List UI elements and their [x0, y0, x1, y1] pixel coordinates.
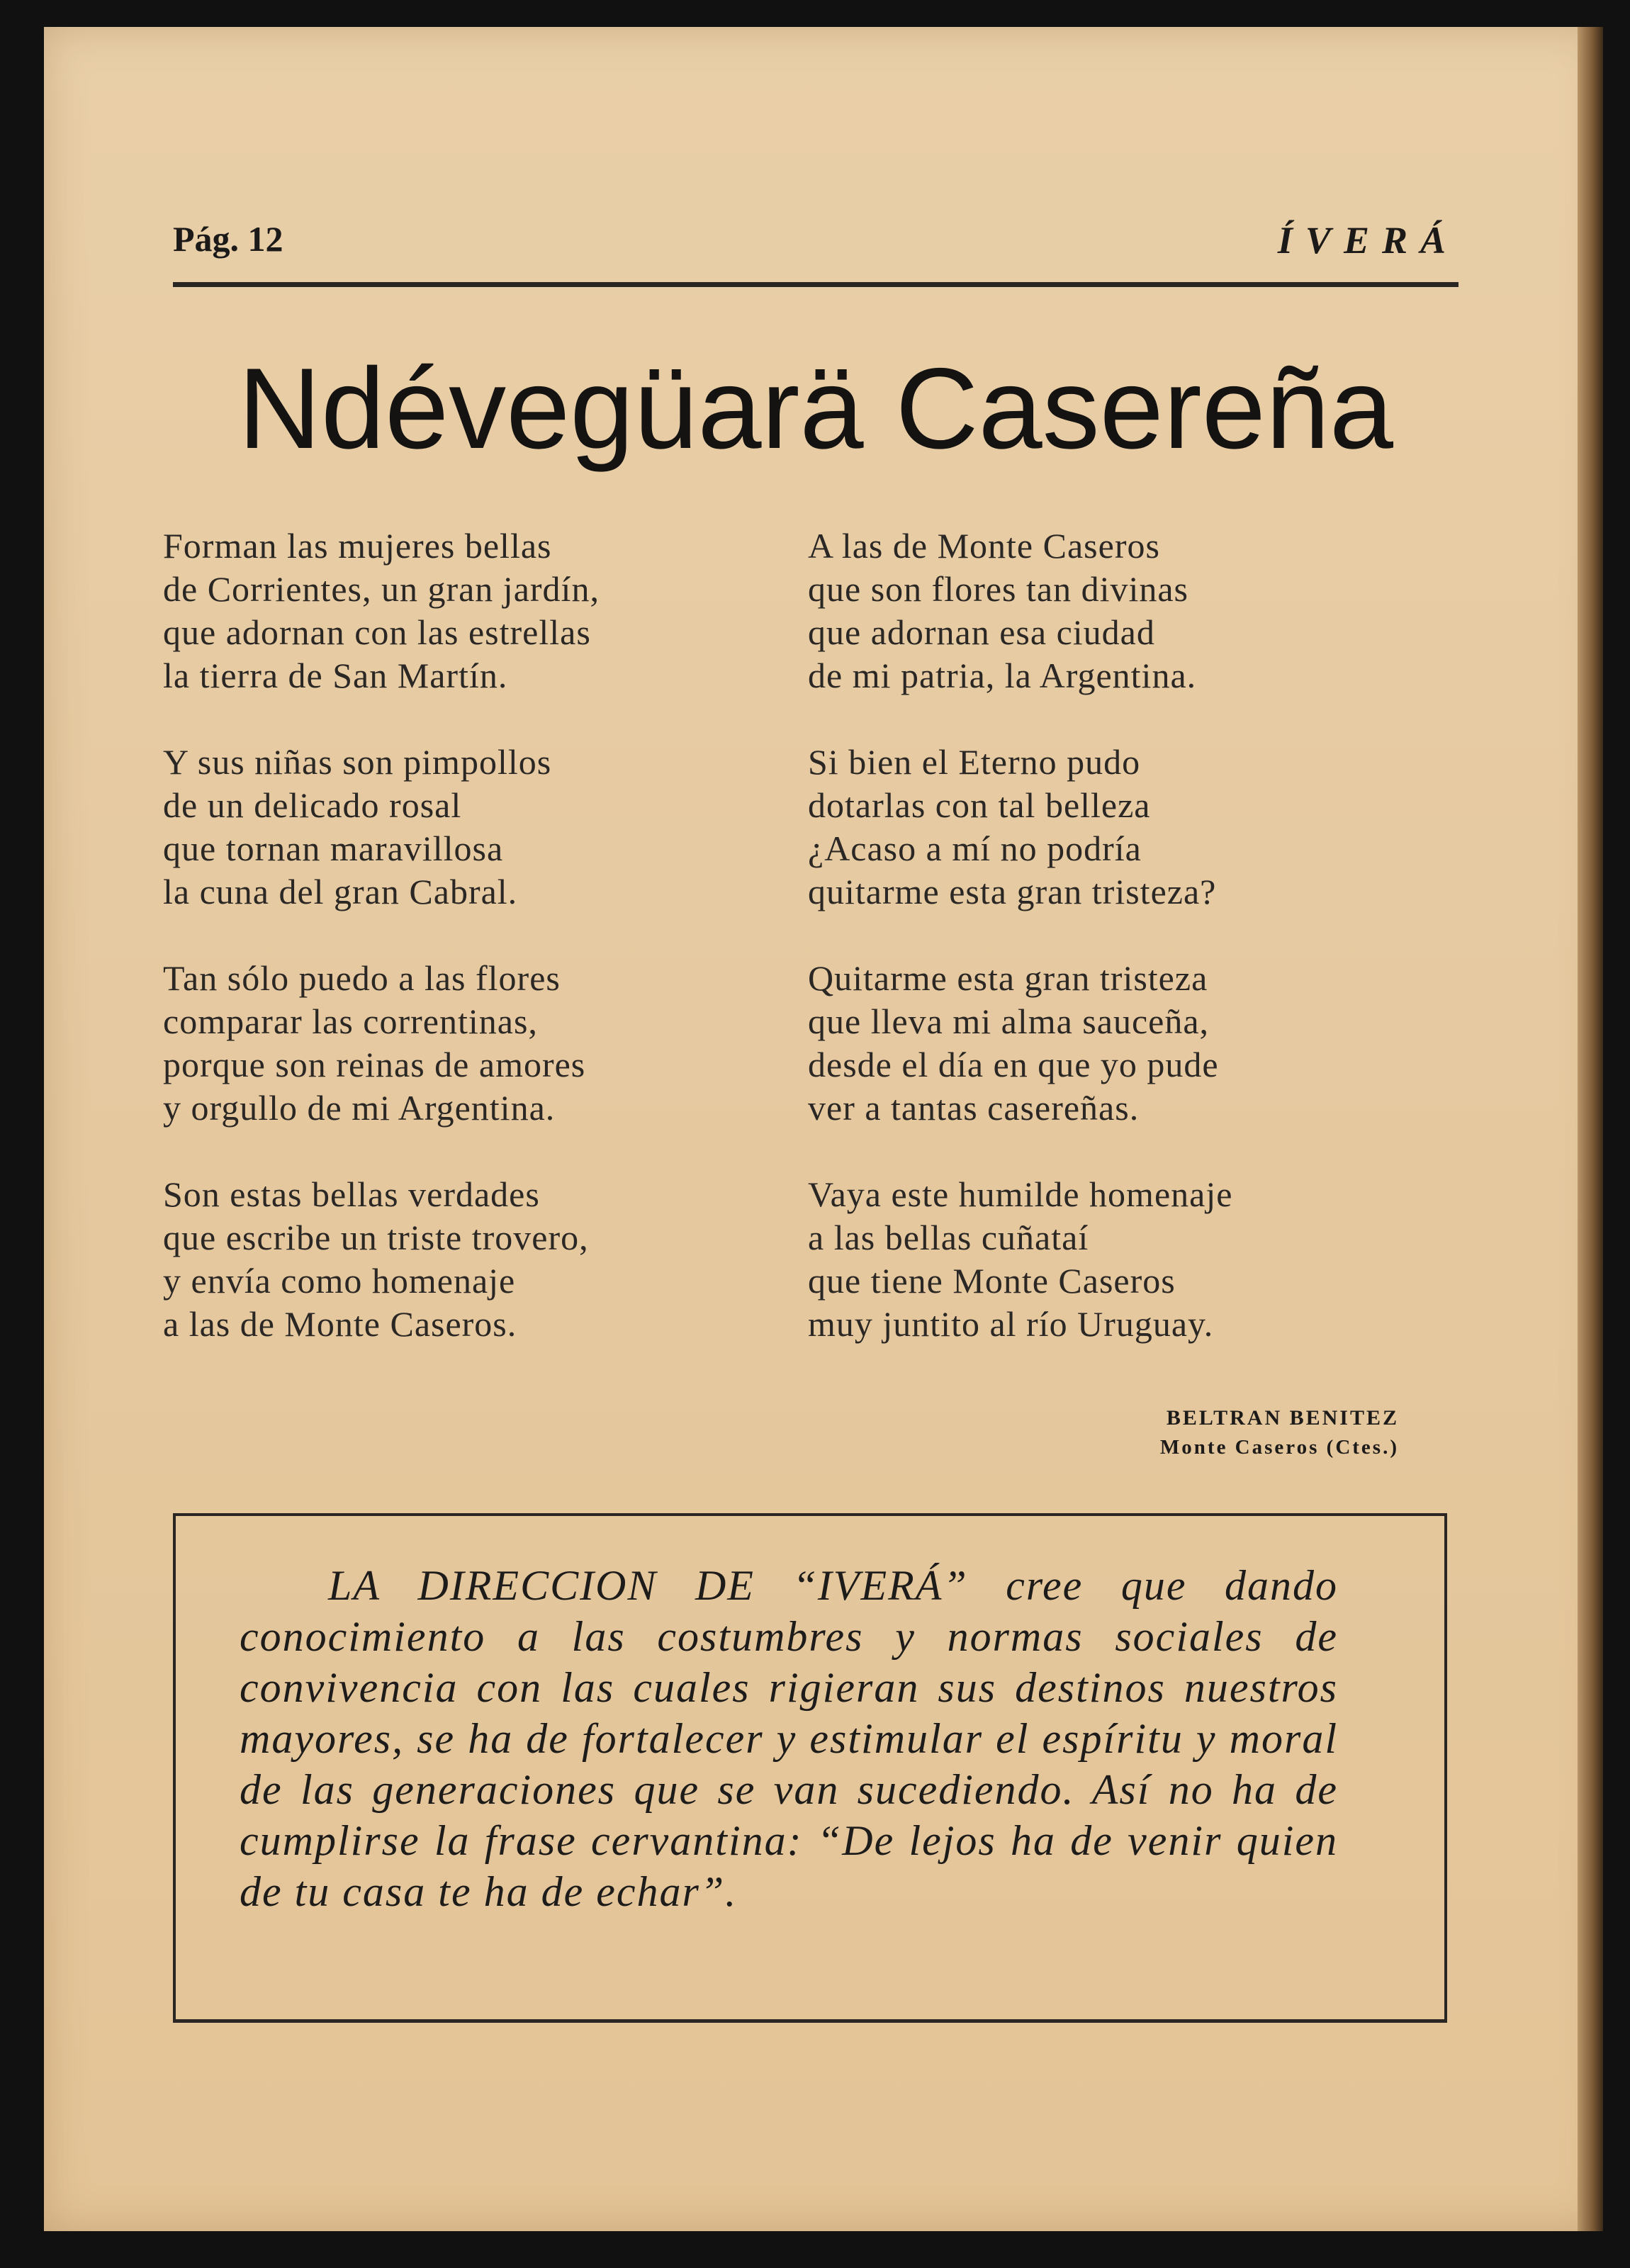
magazine-title: ÍVERÁ [1277, 219, 1458, 262]
poem-line: a las de Monte Caseros. [163, 1304, 517, 1344]
poem-line: desde el día en que yo pude [808, 1045, 1219, 1084]
poem-line: Y sus niñas son pimpollos [163, 742, 552, 782]
page-spine [1578, 27, 1603, 2231]
poem-line: que adornan esa ciudad [808, 612, 1155, 652]
poem-line: dotarlas con tal belleza [808, 785, 1151, 825]
poem-line: que escribe un triste trovero, [163, 1218, 589, 1257]
poem-line: ver a tantas casereñas. [808, 1088, 1140, 1128]
poem-line: Si bien el Eterno pudo [808, 742, 1141, 782]
page-header [173, 200, 1458, 264]
poem-line: que tornan maravillosa [163, 829, 504, 868]
poem-line: de mi patria, la Argentina. [808, 656, 1197, 695]
stanza [808, 957, 1389, 1130]
poem-left-column [163, 524, 744, 1389]
page-number: Pág. 12 [173, 219, 283, 259]
stanza [808, 1173, 1389, 1346]
poem-line: de un delicado rosal [163, 785, 462, 825]
stanza [163, 1173, 744, 1346]
poem-line: Quitarme esta gran tristeza [808, 958, 1208, 998]
stanza [163, 741, 744, 914]
stanza [808, 524, 1389, 697]
poem-line: que adornan con las estrellas [163, 612, 591, 652]
poem-line: porque son reinas de amores [163, 1045, 586, 1084]
poem-line: A las de Monte Caseros [808, 526, 1160, 566]
author-place: Monte Caseros (Ctes.) [1159, 1436, 1399, 1459]
editorial-notice-text: LA DIRECCION DE “IVERÁ” cree que dando conocimiento a las costumbres y normas sociales de convivencia con las cuales rigieran sus destinos nuestros mayores, se ha de fortalecer y estimular el espíritu y moral de las generaciones que se van sucediendo. Así no ha de cumplirse la frase cervantina: “De lejos ha de venir quien de tu casa te ha de echar”. [240, 1562, 1338, 1915]
poem-line: Son estas bellas verdades [163, 1174, 540, 1214]
header-divider [173, 282, 1458, 287]
stanza [808, 741, 1389, 914]
poem-line: que tiene Monte Caseros [808, 1261, 1176, 1301]
poem-line: comparar las correntinas, [163, 1001, 538, 1041]
stanza [163, 524, 744, 697]
poem-line: y orgullo de mi Argentina. [163, 1088, 556, 1128]
poem-line: que son flores tan divinas [808, 569, 1189, 609]
poem-line: y envía como homenaje [163, 1261, 516, 1301]
poem-line: de Corrientes, un gran jardín, [163, 569, 600, 609]
poem-line: a las bellas cuñataí [808, 1218, 1089, 1257]
poem-line: Forman las mujeres bellas [163, 526, 552, 566]
stanza [163, 957, 744, 1130]
poem-line: la cuna del gran Cabral. [163, 872, 518, 911]
poem-title: Ndévegüarä Casereña [237, 344, 1394, 473]
poem-right-column [808, 524, 1389, 1389]
poem-signature [1160, 1403, 1399, 1461]
poem-line: quitarme esta gran tristeza? [808, 872, 1217, 911]
poem-line: Tan sólo puedo a las flores [163, 958, 561, 998]
editorial-notice-box [173, 1513, 1447, 2023]
poem-line: que lleva mi alma sauceña, [808, 1001, 1210, 1041]
poem-line: Vaya este humilde homenaje [808, 1174, 1233, 1214]
poem-line: muy juntito al río Uruguay. [808, 1304, 1214, 1344]
author-name: BELTRAN BENITEZ [1166, 1406, 1399, 1430]
poem-line: ¿Acaso a mí no podría [808, 829, 1142, 868]
poem-line: la tierra de San Martín. [163, 656, 508, 695]
